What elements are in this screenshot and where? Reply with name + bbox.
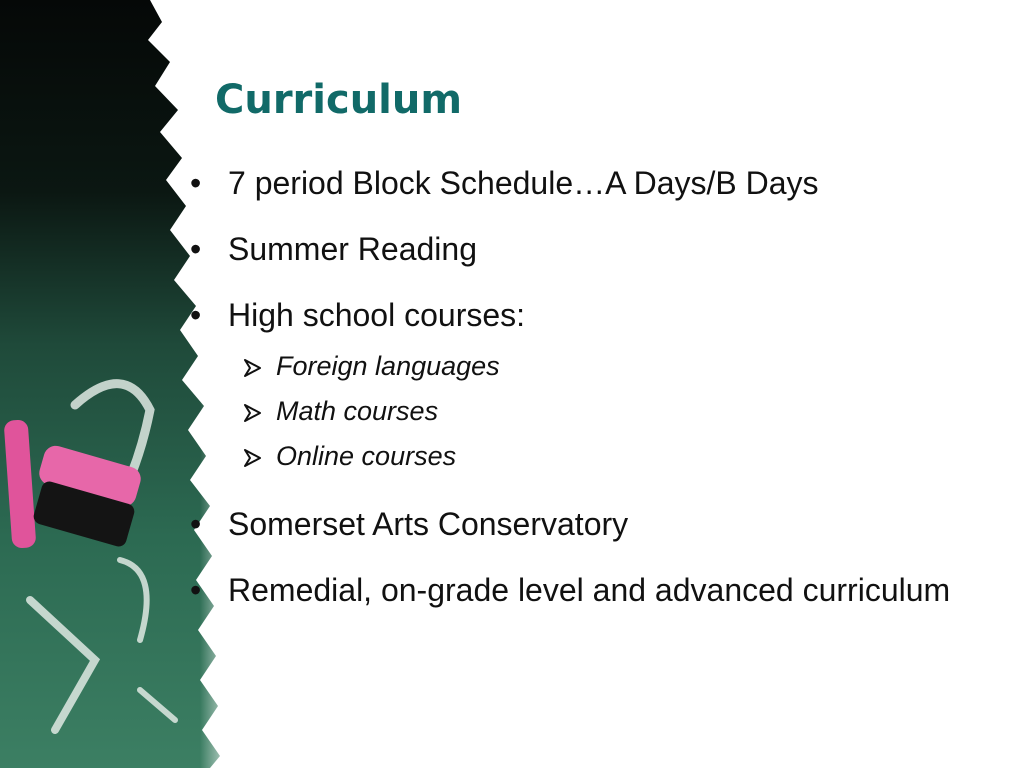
sub-bullet-text: Foreign languages	[276, 351, 500, 381]
bullet-text: Summer Reading	[228, 231, 477, 267]
bullet-item	[190, 569, 1000, 611]
bullet-dot-icon: •	[190, 231, 202, 267]
bullet-item	[190, 294, 1000, 479]
bullet-dot-icon: •	[190, 297, 202, 333]
slide-title: Curriculum	[215, 77, 463, 123]
bullet-text: High school courses:	[228, 297, 526, 333]
bullet-item	[190, 228, 1000, 270]
bullet-dot-icon: •	[190, 165, 202, 201]
bullet-text: Remedial, on-grade level and advanced curriculum	[228, 572, 951, 608]
arrow-bullet-icon	[242, 402, 264, 424]
arrow-bullet-icon	[242, 447, 264, 469]
bullet-dot-icon: •	[190, 572, 202, 608]
arrow-bullet-icon	[242, 357, 264, 379]
sub-bullet-text: Online courses	[276, 441, 457, 471]
sub-bullet-list	[228, 344, 1000, 479]
sub-bullet-item	[242, 389, 1000, 434]
slide-body	[190, 162, 1000, 611]
bullet-item	[190, 503, 1000, 545]
bullet-item	[190, 162, 1000, 204]
sub-bullet-item	[242, 344, 1000, 389]
sub-bullet-text: Math courses	[276, 396, 439, 426]
bullet-text: 7 period Block Schedule…A Days/B Days	[228, 165, 819, 201]
bullet-list	[190, 162, 1000, 611]
sub-bullet-item	[242, 434, 1000, 479]
bullet-dot-icon: •	[190, 506, 202, 542]
bullet-text: Somerset Arts Conservatory	[228, 506, 629, 542]
